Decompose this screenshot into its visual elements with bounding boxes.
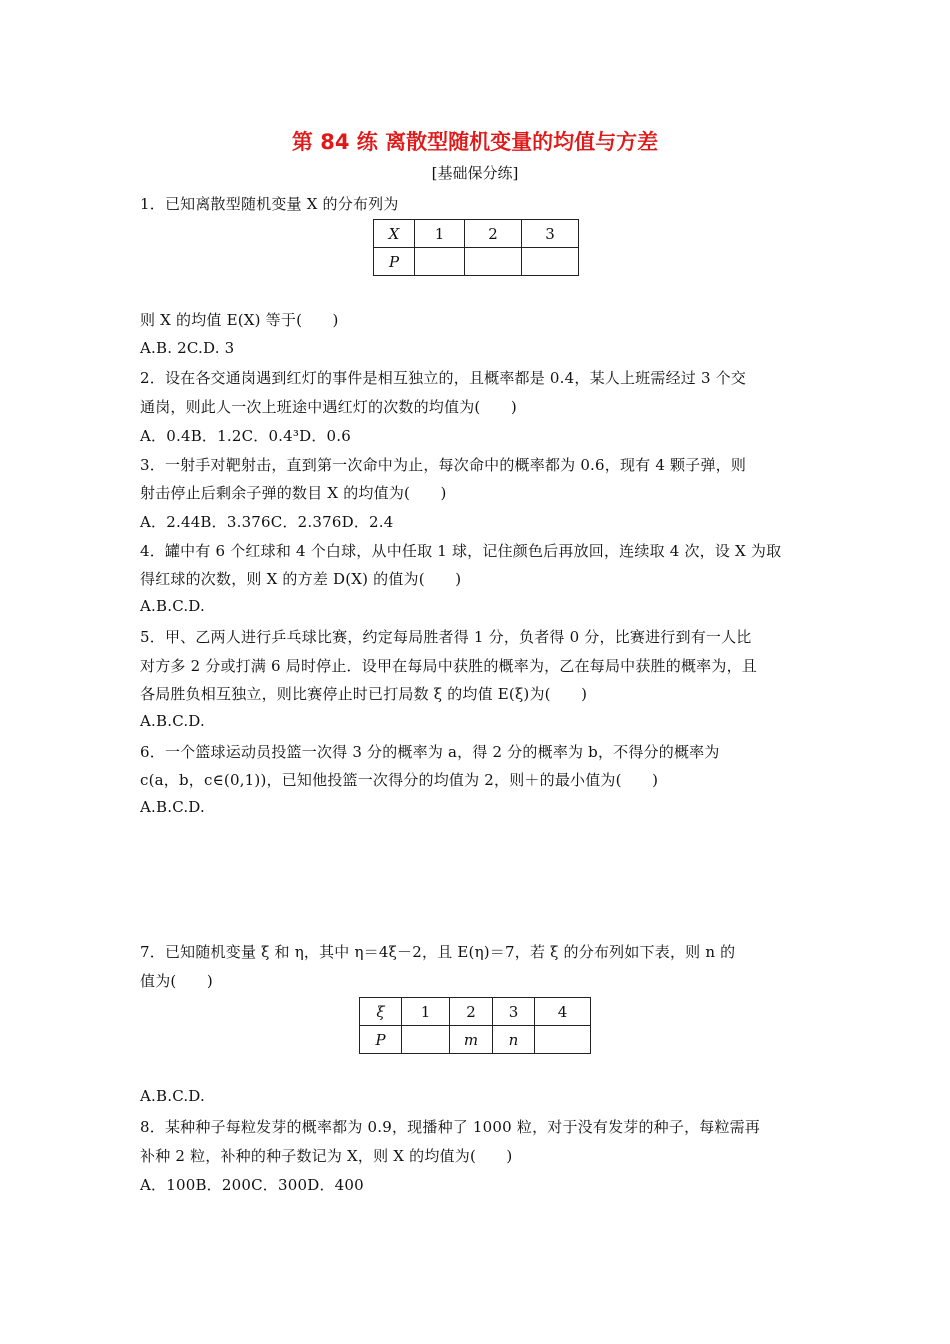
q8-options: A．100B．200C．300D．400 <box>140 1176 364 1194</box>
q2-options: A．0.4B．1.2C．0.4³D．0.6 <box>140 427 351 445</box>
q3-line: 射击停止后剩余子弹的数目 X 的均值为( ) <box>140 484 447 502</box>
q8-line: 补种 2 粒，补种的种子数记为 X，则 X 的均值为( ) <box>140 1147 513 1165</box>
table-cell <box>415 248 465 276</box>
table-cell <box>402 1026 450 1054</box>
q7-line: 值为( ) <box>140 972 213 990</box>
table-cell: 2 <box>450 998 493 1026</box>
q6-line: c(a，b，c∈(0,1))，已知他投篮一次得分的均值为 2，则＋的最小值为( ) <box>140 771 659 789</box>
q1-stem: 1．已知离散型随机变量 X 的分布列为 <box>140 195 399 213</box>
q8-line: 8．某种种子每粒发芽的概率都为 0.9，现播种了 1000 粒，对于没有发芽的种子，每粒需再 <box>140 1118 761 1136</box>
q1-options: A.B. 2C.D. 3 <box>140 339 235 357</box>
table-row <box>360 1026 591 1054</box>
table-cell: 1 <box>415 220 465 248</box>
page-title: 第 84 练 离散型随机变量的均值与方差 <box>291 130 659 154</box>
table-cell: 3 <box>493 998 535 1026</box>
table-cell: 1 <box>402 998 450 1026</box>
q1-question: 则 X 的均值 E(X) 等于( ) <box>140 311 339 329</box>
table-row <box>360 998 591 1026</box>
q2-line: 2．设在各交通岗遇到红灯的事件是相互独立的，且概率都是 0.4，某人上班需经过 3 个交 <box>140 369 747 387</box>
table-cell <box>465 248 522 276</box>
q7-distribution-table <box>359 997 591 1054</box>
q7-line: 7．已知随机变量 ξ 和 η，其中 η＝4ξ－2，且 E(η)＝7，若 ξ 的分布列如下表，则 n 的 <box>140 943 736 961</box>
table-cell <box>535 1026 591 1054</box>
table-cell: m <box>450 1026 493 1054</box>
table-cell: n <box>493 1026 535 1054</box>
q6-line: 6．一个篮球运动员投篮一次得 3 分的概率为 a，得 2 分的概率为 b，不得分的概率为 <box>140 743 720 761</box>
q5-options: A.B.C.D. <box>140 712 205 730</box>
q5-line: 各局胜负相互独立，则比赛停止时已打局数 ξ 的均值 E(ξ)为( ) <box>140 685 588 703</box>
q6-options: A.B.C.D. <box>140 798 205 816</box>
q4-line: 4．罐中有 6 个红球和 4 个白球，从中任取 1 球，记住颜色后再放回，连续取 4 次，设 X 为取 <box>140 542 782 560</box>
table-row <box>374 248 579 276</box>
q1-distribution-table <box>373 219 579 276</box>
table-row <box>374 220 579 248</box>
q3-line: 3．一射手对靶射击，直到第一次命中为止，每次命中的概率都为 0.6，现有 4 颗子弹，则 <box>140 456 747 474</box>
table-cell <box>522 248 579 276</box>
q5-line: 对方多 2 分或打满 6 局时停止．设甲在每局中获胜的概率为，乙在每局中获胜的概率为，且 <box>140 657 757 675</box>
table-cell: P <box>360 1026 402 1054</box>
q4-options: A.B.C.D. <box>140 597 205 615</box>
q7-options: A.B.C.D. <box>140 1087 205 1105</box>
table-cell: ξ <box>360 998 402 1026</box>
q3-options: A．2.44B．3.376C．2.376D．2.4 <box>140 513 394 531</box>
table-cell: P <box>374 248 415 276</box>
table-cell: 4 <box>535 998 591 1026</box>
q2-line: 通岗，则此人一次上班途中遇红灯的次数的均值为( ) <box>140 398 517 416</box>
table-cell: 2 <box>465 220 522 248</box>
table-cell: 3 <box>522 220 579 248</box>
section-subtitle: [基础保分练] <box>431 164 519 182</box>
q4-line: 得红球的次数，则 X 的方差 D(X) 的值为( ) <box>140 570 462 588</box>
table-cell: X <box>374 220 415 248</box>
q5-line: 5．甲、乙两人进行乒乓球比赛，约定每局胜者得 1 分，负者得 0 分，比赛进行到有一人比 <box>140 628 752 646</box>
